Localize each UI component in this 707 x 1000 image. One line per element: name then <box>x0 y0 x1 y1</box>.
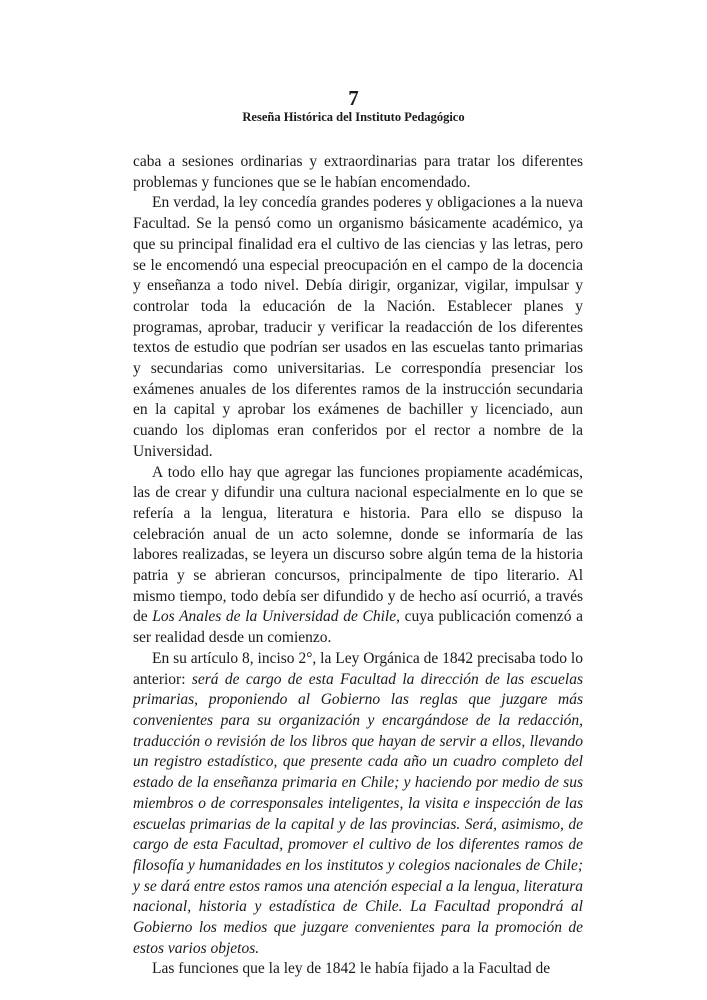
paragraph-final: Las funciones que la ley de 1842 le había fijado a la Facultad de <box>152 960 551 978</box>
paragraph-academic-functions <box>133 463 583 649</box>
paragraph-text: A todo ello hay que agregar las funciones propiamente académicas, las de crear y difundir una cultura nacional especialmente en lo que se refería a la lengua, literatura e historia. Para ello se dispuso la celebración anual de un acto solemne, donde se informaría de las labores realizadas, se leyera un discurso sobre algún tema de la historia patria y se abrieran concursos, principalmente de tipo literario. Al mismo tiempo, todo debía ser difundido y de hecho así ocurrió, a través de <box>133 463 583 626</box>
paragraph-continued: caba a sesiones ordinarias y extraordinarias para tratar los diferentes problemas y funciones que se le habían encomendado. <box>133 153 583 191</box>
law-quotation: será de cargo de esta Facultad la dirección de las escuelas primarias, proponiendo al Gobierno las reglas que juzgare más convenientes para su organización y encargándose de la redacción, traducción o revisión de los libros que hayan de servir a ellos, llevando un registro estadístico, que presente cada año un cuadro completo del estado de la enseñanza primaria en Chile; y haciendo por medio de sus miembros o de corresponsales inteligentes, la visita e inspección de las escuelas primarias de la capital y de las provincias. Será, asimismo, de cargo de esta Facultad, promover el cultivo de los diferentes ramos de filosofía y humanidades en los institutos y colegios nacionales de Chile; y se dará entre estos ramos una atención especial a la lengua, literatura nacional, historia y estadística de Chile. La Facultad propondrá al Gobierno los medios que juzgare convenientes para la promoción de estos varios objetos. <box>133 670 583 957</box>
paragraph-facultad-powers: En verdad, la ley concedía grandes poderes y obligaciones a la nueva Facultad. Se la pensó como un organismo básicamente académico, ya que su principal finalidad era el cultivo de las ciencias y las letras, pero se le encomendó una especial preocupación en el campo de la docencia y enseñanza a todo nivel. Debía dirigir, organizar, vigilar, impulsar y controlar toda la educación de la Nación. Establecer planes y programas, aprobar, traducir y verificar la readacción de los diferentes textos de estudio que podrían ser usados en las escuelas tanto primarias y secundarias como universitarias. Le correspondía presenciar los exámenes anuales de los diferentes ramos de la instrucción secundaria en la capital y aprobar los exámenes de bachiller y licenciado, aun cuando los diplomas eran conferidos por el rector a nombre de la Universidad. <box>133 194 583 460</box>
body-text <box>133 152 583 980</box>
running-head: Reseña Histórica del Instituto Pedagógico <box>242 110 465 124</box>
paragraph-ley-organica <box>133 649 583 960</box>
paragraph-text: En su artículo 8, inciso 2°, la Ley Orgánica de 1842 precisaba todo lo anterior: <box>133 649 583 688</box>
paragraph-text: , cuya publicación comenzó a ser realidad desde un comienzo. <box>133 608 583 647</box>
page-number: 7 <box>348 86 359 110</box>
publication-title: Los Anales de la Universidad de Chile <box>152 608 397 626</box>
